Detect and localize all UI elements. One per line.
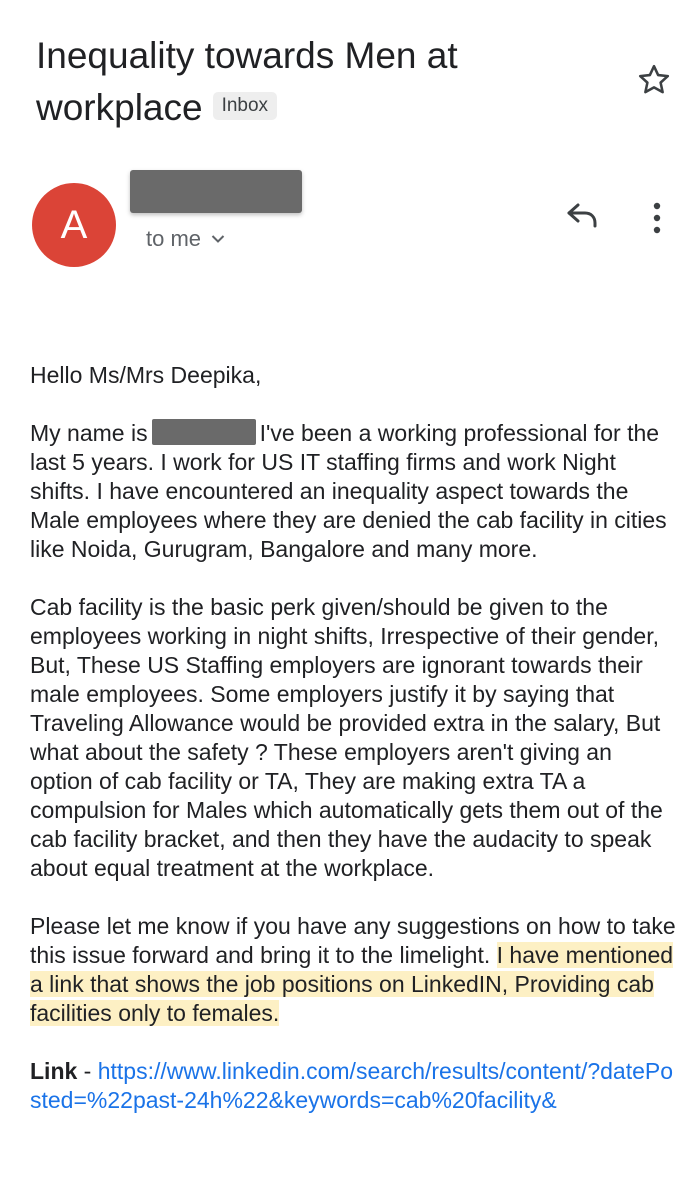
chevron-down-icon [211, 234, 225, 244]
intro-rest: I've been a working professional for the last 5 years. I work for US IT staffing firms and work Night shifts. I have encountered an inequality aspect towards the Male employees where they are denied the cab facility in cities like Noida, Gurugram, Bangalore and many more. [30, 420, 667, 562]
recipient-details-toggle[interactable] [146, 225, 225, 253]
link-label: Link [30, 1058, 78, 1084]
more-vert-icon[interactable] [645, 198, 669, 238]
request-text: Please let me know if you have any suggestions on how to take this issue forward and bring it to the limelight. [30, 913, 676, 968]
greeting: Hello Ms/Mrs Deepika, [30, 362, 262, 388]
reply-icon[interactable] [565, 200, 601, 230]
avatar[interactable]: A [32, 183, 116, 267]
subject-text: Inequality towards Men at workplace [36, 35, 458, 128]
link-separator: - [77, 1058, 98, 1084]
email-subject [36, 30, 596, 134]
paragraph-request [30, 912, 680, 1028]
intro-start: My name is [30, 420, 148, 446]
redacted-sender-name [130, 170, 302, 213]
inbox-label-badge[interactable]: Inbox [213, 92, 277, 120]
redacted-name [152, 419, 256, 445]
highlighted-text: I have mentioned a link that shows the job positions on LinkedIN, Providing cab facilities only to females. [30, 942, 674, 1026]
star-outline-icon[interactable] [636, 62, 672, 98]
linkedin-link[interactable]: https://www.linkedin.com/search/results/content/?datePosted=%22past-24h%22&keywords=cab%20facility& [30, 1058, 674, 1113]
paragraph-intro [30, 419, 680, 564]
paragraph-cab-facility: Cab facility is the basic perk given/should be given to the employees working in night shifts, Irrespective of their gender, But, These US Staffing employers are ignorant towards their male employees. Some employers justify it by saying that Traveling Allowance would be provided extra in the salary, But what about the safety ? These employers aren't giving an option of cab facility or TA, They are making extra TA a compulsion for Males which automatically gets them out of the cab facility bracket, and then they have the audacity to speak about equal treatment at the workplace. [30, 594, 663, 881]
email-body [30, 361, 680, 1144]
recipient-text: to me [146, 226, 202, 251]
link-paragraph [30, 1057, 680, 1115]
